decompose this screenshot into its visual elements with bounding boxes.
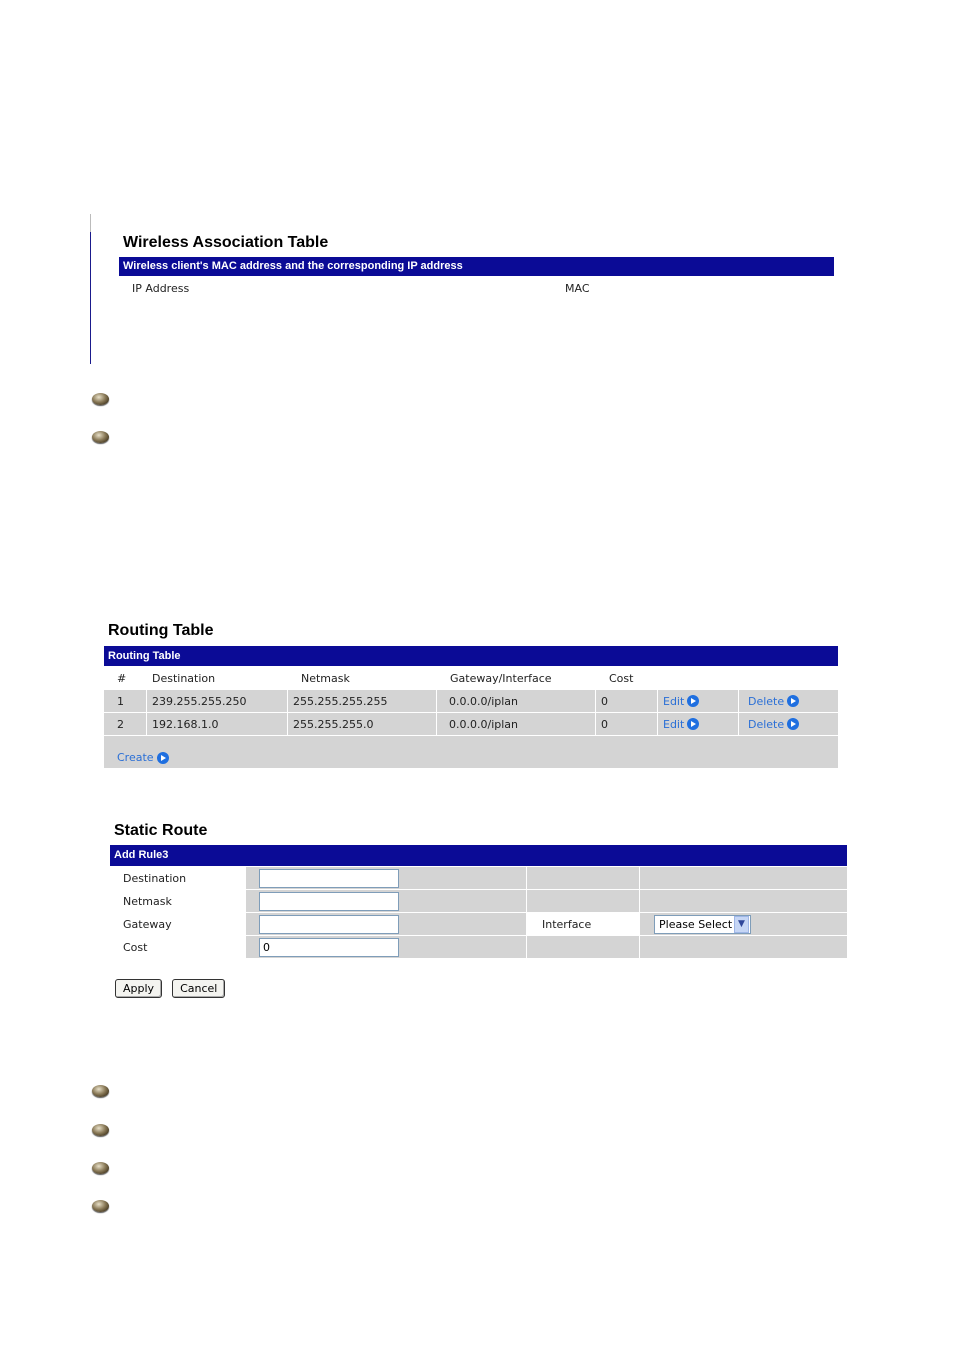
delete-label: Delete xyxy=(748,694,785,708)
destination-row xyxy=(110,867,847,889)
create-label: Create xyxy=(117,751,154,764)
row-destination: 192.168.1.0 xyxy=(147,713,288,735)
routing-table-columns xyxy=(104,666,838,690)
column-destination: Destination xyxy=(152,671,216,685)
gateway-input[interactable] xyxy=(259,915,399,934)
row-number: 2 xyxy=(104,713,147,735)
column-mac: MAC xyxy=(565,282,590,295)
cancel-button[interactable]: Cancel xyxy=(172,979,225,998)
interface-select[interactable] xyxy=(654,915,751,934)
arrow-right-icon xyxy=(157,752,169,764)
netmask-label: Netmask xyxy=(110,890,246,912)
delete-link[interactable] xyxy=(748,695,799,708)
column-gateway-interface: Gateway/Interface xyxy=(450,671,552,685)
destination-input[interactable] xyxy=(259,869,399,888)
delete-link-cell xyxy=(739,690,838,712)
row-cost: 0 xyxy=(596,690,658,712)
empty-cell xyxy=(640,936,847,958)
cost-label: Cost xyxy=(110,936,246,958)
edit-link-cell xyxy=(658,690,739,712)
column-ip-address: IP Address xyxy=(132,282,190,295)
apply-button[interactable]: Apply xyxy=(115,979,162,998)
empty-cell xyxy=(527,936,640,958)
netmask-row xyxy=(110,890,847,912)
empty-cell xyxy=(527,890,640,912)
arrow-right-icon xyxy=(687,695,699,707)
delete-label: Delete xyxy=(748,717,785,731)
form-buttons xyxy=(115,979,225,998)
static-route-form xyxy=(110,845,847,959)
static-route-header-bar: Add Rule3 xyxy=(110,845,847,866)
static-route-title: Static Route xyxy=(114,822,208,839)
edit-label: Edit xyxy=(663,694,685,708)
cost-cell xyxy=(246,936,527,958)
interface-cell xyxy=(640,913,847,935)
panel-left-border xyxy=(90,232,91,364)
wireless-table-header-bar: Wireless client's MAC address and the corresponding IP address xyxy=(119,257,834,276)
cost-row xyxy=(110,936,847,958)
row-gateway: 0.0.0.0/iplan xyxy=(437,690,596,712)
bullet-icon xyxy=(92,1200,109,1212)
bullet-icon xyxy=(92,1162,109,1174)
routing-table-header-bar: Routing Table xyxy=(104,646,838,666)
destination-cell xyxy=(246,867,527,889)
row-netmask: 255.255.255.255 xyxy=(288,690,437,712)
interface-select-value: Please Select xyxy=(659,917,733,931)
netmask-input[interactable] xyxy=(259,892,399,911)
row-destination: 239.255.255.250 xyxy=(147,690,288,712)
column-number: # xyxy=(117,671,127,685)
gateway-row xyxy=(110,913,847,935)
column-cost: Cost xyxy=(609,671,634,685)
edit-label: Edit xyxy=(663,717,685,731)
gateway-label: Gateway xyxy=(110,913,246,935)
column-netmask: Netmask xyxy=(301,671,350,685)
destination-label: Destination xyxy=(110,867,246,889)
cost-input[interactable] xyxy=(259,938,399,957)
bullet-icon xyxy=(92,1124,109,1136)
row-cost: 0 xyxy=(596,713,658,735)
arrow-right-icon xyxy=(787,718,799,730)
bullet-icon xyxy=(92,1085,109,1097)
delete-link[interactable] xyxy=(748,718,799,731)
chevron-down-icon: ▼ xyxy=(734,916,749,933)
wireless-table-title: Wireless Association Table xyxy=(123,234,329,251)
row-number: 1 xyxy=(104,690,147,712)
edit-link-cell xyxy=(658,713,739,735)
routing-table-title: Routing Table xyxy=(108,622,214,639)
gateway-cell xyxy=(246,913,527,935)
delete-link-cell xyxy=(739,713,838,735)
routing-table-footer xyxy=(104,736,838,768)
empty-cell xyxy=(640,890,847,912)
arrow-right-icon xyxy=(687,718,699,730)
interface-label: Interface xyxy=(527,913,640,935)
arrow-right-icon xyxy=(787,695,799,707)
table-row xyxy=(104,690,838,712)
row-gateway: 0.0.0.0/iplan xyxy=(437,713,596,735)
netmask-cell xyxy=(246,890,527,912)
empty-cell xyxy=(527,867,640,889)
bullet-icon xyxy=(92,393,109,405)
edit-link[interactable] xyxy=(663,695,699,708)
routing-table xyxy=(104,646,838,768)
table-row xyxy=(104,713,838,735)
bullet-icon xyxy=(92,431,109,443)
create-link[interactable] xyxy=(117,751,169,764)
edit-link[interactable] xyxy=(663,718,699,731)
row-netmask: 255.255.255.0 xyxy=(288,713,437,735)
divider-top xyxy=(90,214,91,232)
empty-cell xyxy=(640,867,847,889)
